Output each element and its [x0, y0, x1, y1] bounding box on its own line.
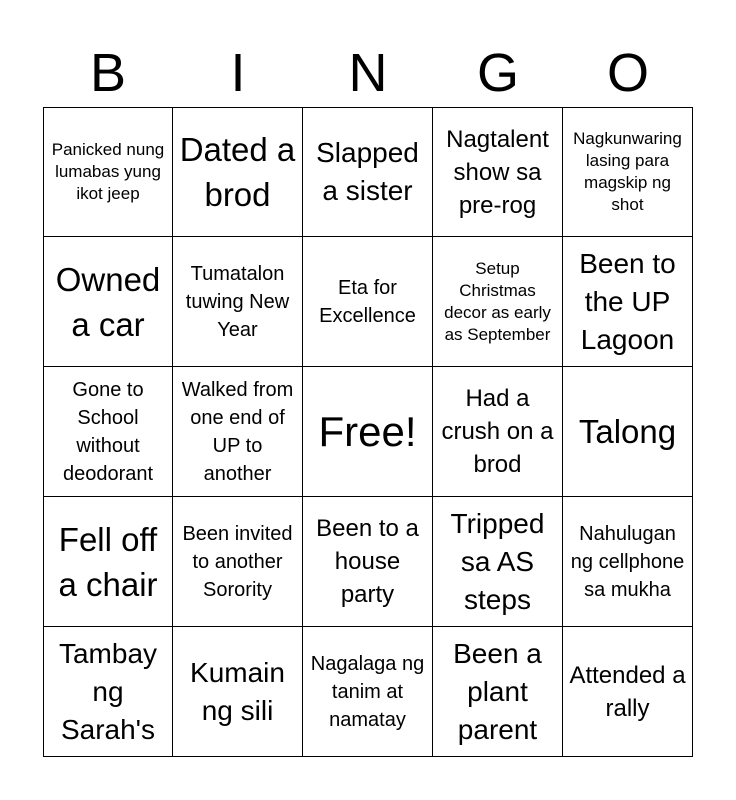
bingo-cell[interactable] — [433, 627, 563, 757]
bingo-cell[interactable] — [303, 627, 433, 757]
bingo-cell[interactable] — [303, 237, 433, 367]
header-letter-g: G — [476, 43, 519, 103]
bingo-cell[interactable] — [43, 237, 173, 367]
bingo-cell[interactable] — [433, 107, 563, 237]
cell-text: Tumatalon tuwing New Year — [185, 262, 290, 341]
bingo-cell[interactable] — [433, 497, 563, 627]
header-letter-i: I — [230, 43, 246, 103]
cell-text: Attended a rally — [569, 661, 686, 722]
cell-text: Tambay ng Sarah's — [58, 637, 158, 745]
bingo-cell[interactable] — [563, 107, 693, 237]
bingo-cell[interactable] — [43, 367, 173, 497]
cell-text: Dated a brod — [179, 131, 296, 213]
bingo-cell[interactable] — [433, 237, 563, 367]
cell-text: Setup Christmas decor as early as September — [444, 258, 551, 344]
header-letter-n: N — [348, 43, 388, 103]
bingo-cell[interactable] — [563, 237, 693, 367]
cell-text: Been to a house party — [316, 515, 419, 608]
cell-text: Tripped sa AS steps — [450, 507, 545, 615]
bingo-cell[interactable] — [43, 107, 173, 237]
bingo-cell[interactable] — [303, 107, 433, 237]
cell-text: Free! — [318, 407, 417, 455]
cell-text: Owned a car — [55, 260, 161, 343]
bingo-cell[interactable] — [173, 107, 303, 237]
bingo-cell[interactable] — [43, 497, 173, 627]
bingo-board — [43, 107, 693, 757]
bingo-cell[interactable] — [173, 627, 303, 757]
cell-text: Fell off a chair — [58, 520, 158, 603]
cell-text: Talong — [578, 413, 677, 450]
bingo-cell[interactable] — [563, 367, 693, 497]
bingo-cell[interactable] — [173, 497, 303, 627]
bingo-cell[interactable] — [433, 367, 563, 497]
bingo-cell[interactable] — [563, 627, 693, 757]
bingo-cell[interactable] — [303, 497, 433, 627]
bingo-cell[interactable] — [173, 237, 303, 367]
cell-text: Kumain ng sili — [190, 656, 285, 726]
cell-text: Had a crush on a brod — [441, 385, 554, 478]
cell-text: Nagtalent show sa pre-rog — [446, 125, 549, 219]
cell-text: Eta for Excellence — [319, 276, 416, 327]
cell-text: Slapped a sister — [316, 137, 419, 206]
cell-text: Nahulugan ng cellphone sa mukha — [570, 522, 685, 601]
cell-text: Been a plant parent — [453, 637, 542, 745]
cell-text: Been invited to another Sorority — [182, 522, 293, 601]
cell-text: Gone to School without deodorant — [62, 378, 154, 485]
cell-text: Panicked nung lumabas yung ikot jeep — [51, 140, 165, 203]
cell-text: Nagalaga ng tanim at namatay — [310, 652, 425, 731]
cell-text: Been to the UP Lagoon — [579, 247, 676, 355]
header-letter-b: B — [89, 43, 127, 103]
bingo-cell[interactable] — [43, 627, 173, 757]
free-space-cell[interactable] — [303, 367, 433, 497]
bingo-header — [43, 40, 693, 106]
cell-text: Walked from one end of UP to another — [181, 378, 294, 485]
bingo-cell[interactable] — [563, 497, 693, 627]
bingo-cell[interactable] — [173, 367, 303, 497]
header-letter-o: O — [606, 43, 649, 103]
cell-text: Nagkunwaring lasing para magskip ng shot — [573, 129, 682, 214]
